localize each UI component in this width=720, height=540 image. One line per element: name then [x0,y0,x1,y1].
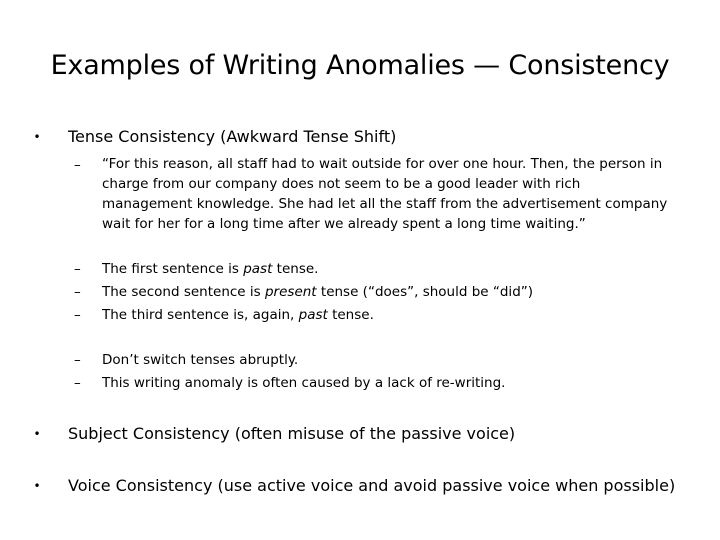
bullet-label: Voice Consistency (use active voice and avoid passive voice when possible) [68,476,676,495]
quote-example [74,154,694,236]
tense-emphasis: past [243,261,273,277]
quote-text: “For this reason, all staff had to wait outside for over one hour. Then, the person in charge from our company does not seem to be a good leader with rich management knowledge. She had let all the staff from the advertisement company wait for her for a long time after we already spent a long time waiting.” [102,156,668,232]
bullet-label: Subject Consistency (often misuse of the passive voice) [68,424,516,443]
analysis-text: The first sentence is past tense. [102,261,319,277]
bullet-label: Tense Consistency (Awkward Tense Shift) [68,127,397,146]
advice-text: This writing anomaly is often caused by a lack of re-writing. [102,375,506,391]
dash-icon: – [74,261,81,277]
analysis-item [74,281,694,303]
dash-icon: – [74,307,81,323]
tense-emphasis: past [298,307,328,323]
bullet-voice-consistency [30,475,690,497]
dash-icon: – [74,375,81,391]
dash-icon: – [74,284,81,300]
bullet-icon: • [33,130,41,144]
bullet-tense-consistency [30,126,690,148]
dash-icon: – [74,352,81,368]
bullet-icon: • [33,479,41,493]
advice-text: Don’t switch tenses abruptly. [102,352,299,368]
bullet-icon: • [33,427,41,441]
analysis-item [74,258,694,280]
analysis-text: The second sentence is present tense (“does”, should be “did”) [102,284,534,300]
tense-emphasis: present [264,284,317,300]
advice-item [74,372,694,394]
slide-title: Examples of Writing Anomalies — Consistency [50,50,670,81]
bullet-subject-consistency [30,423,690,445]
dash-icon: – [74,157,81,173]
analysis-item [74,304,694,326]
analysis-text: The third sentence is, again, past tense. [102,307,374,323]
advice-item [74,349,694,371]
